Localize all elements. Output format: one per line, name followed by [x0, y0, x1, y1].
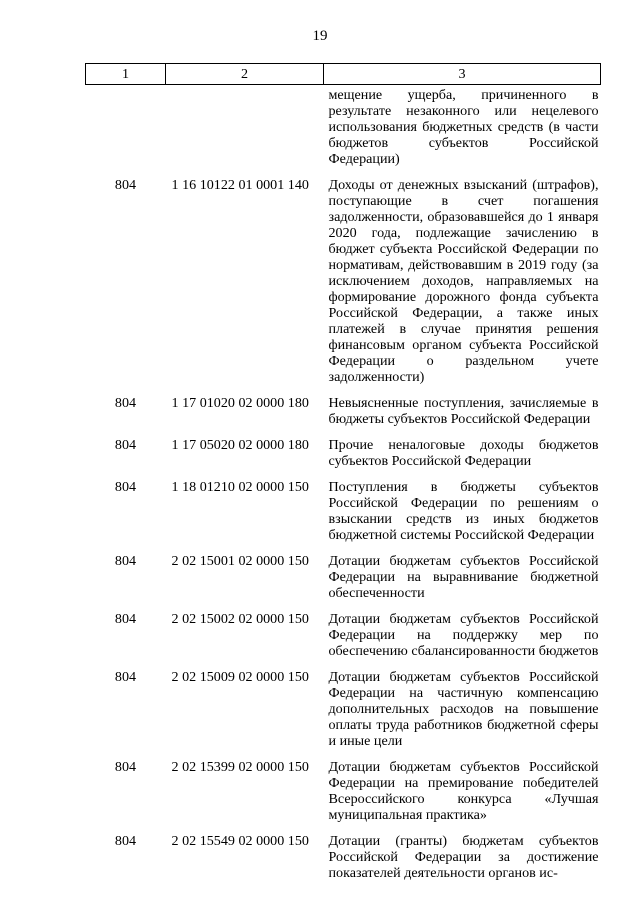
admin-code-cell — [86, 85, 166, 178]
admin-code-cell: 804 — [114, 395, 137, 411]
table-row — [86, 85, 601, 178]
income-name-cell: мещение ущерба, причиненного в результате незаконного или нецелевого использования бюджетных средств (в части бюджетов субъектов Российской Федерации) — [328, 87, 599, 167]
column-header-1: 1 — [86, 64, 166, 85]
table-row — [86, 437, 601, 479]
table-header-row — [86, 64, 601, 85]
income-code-cell: 2 02 15009 02 0000 150 — [171, 669, 309, 685]
income-code-cell: 2 02 15549 02 0000 150 — [171, 833, 309, 849]
admin-code-cell: 804 — [114, 177, 137, 193]
income-name-cell: Дотации бюджетам субъектов Российской Федерации на поддержку мер по обеспечению сбалансированности бюджетов — [328, 611, 599, 659]
admin-code-cell: 804 — [114, 437, 137, 453]
page-number: 19 — [312, 28, 328, 44]
income-name-cell: Дотации (гранты) бюджетам субъектов Российской Федерации за достижение показателей деятельности органов ис- — [328, 833, 599, 881]
income-code-cell: 2 02 15001 02 0000 150 — [171, 553, 309, 569]
admin-code-cell: 804 — [114, 833, 137, 849]
column-header-2: 2 — [166, 64, 324, 85]
income-code-cell: 2 02 15399 02 0000 150 — [171, 759, 309, 775]
income-name-cell: Прочие неналоговые доходы бюджетов субъектов Российской Федерации — [328, 437, 599, 469]
income-code-cell: 1 17 05020 02 0000 180 — [171, 437, 309, 453]
income-code-cell: 1 16 10122 01 0001 140 — [171, 177, 309, 193]
column-header-3: 3 — [324, 64, 601, 85]
budget-codes-table — [85, 63, 601, 891]
income-name-cell: Дотации бюджетам субъектов Российской Федерации на выравнивание бюджетной обеспеченности — [328, 553, 599, 601]
table-row — [86, 611, 601, 669]
income-name-cell: Поступления в бюджеты субъектов Российской Федерации по решениям о взыскании средств из иных бюджетов бюджетной системы Российской Федерации — [328, 479, 599, 543]
admin-code-cell: 804 — [114, 479, 137, 495]
table-row — [86, 479, 601, 553]
income-name-cell: Дотации бюджетам субъектов Российской Федерации на премирование победителей Всероссийского конкурса «Лучшая муниципальная практика» — [328, 759, 599, 823]
admin-code-cell: 804 — [114, 611, 137, 627]
income-name-cell: Невыясненные поступления, зачисляемые в бюджеты субъектов Российской Федерации — [328, 395, 599, 427]
admin-code-cell: 804 — [114, 759, 137, 775]
table-row — [86, 553, 601, 611]
admin-code-cell: 804 — [114, 669, 137, 685]
income-code-cell — [166, 85, 324, 178]
table-row — [86, 177, 601, 395]
admin-code-cell: 804 — [114, 553, 137, 569]
income-code-cell: 1 18 01210 02 0000 150 — [171, 479, 309, 495]
table-row — [86, 833, 601, 891]
income-name-cell: Доходы от денежных взысканий (штрафов), поступающие в счет погашения задолженности, образовавшейся до 1 января 2020 года, подлежащие зачислению в бюджет субъекта Российской Федерации по нормативам, действовавшим в 2019 году (за исключением доходов, направляемых на формирование дорожного фонда субъекта Российской Федерации, а также иных платежей в случае принятия решения финансовым органом субъекта Российской Федерации о раздельном учете задолженности) — [328, 177, 599, 385]
table-row — [86, 759, 601, 833]
income-code-cell: 1 17 01020 02 0000 180 — [171, 395, 309, 411]
table-row — [86, 395, 601, 437]
income-name-cell: Дотации бюджетам субъектов Российской Федерации на частичную компенсацию дополнительных расходов на повышение оплаты труда работников бюджетной сферы и иные цели — [328, 669, 599, 749]
table-row — [86, 669, 601, 759]
income-code-cell: 2 02 15002 02 0000 150 — [171, 611, 309, 627]
